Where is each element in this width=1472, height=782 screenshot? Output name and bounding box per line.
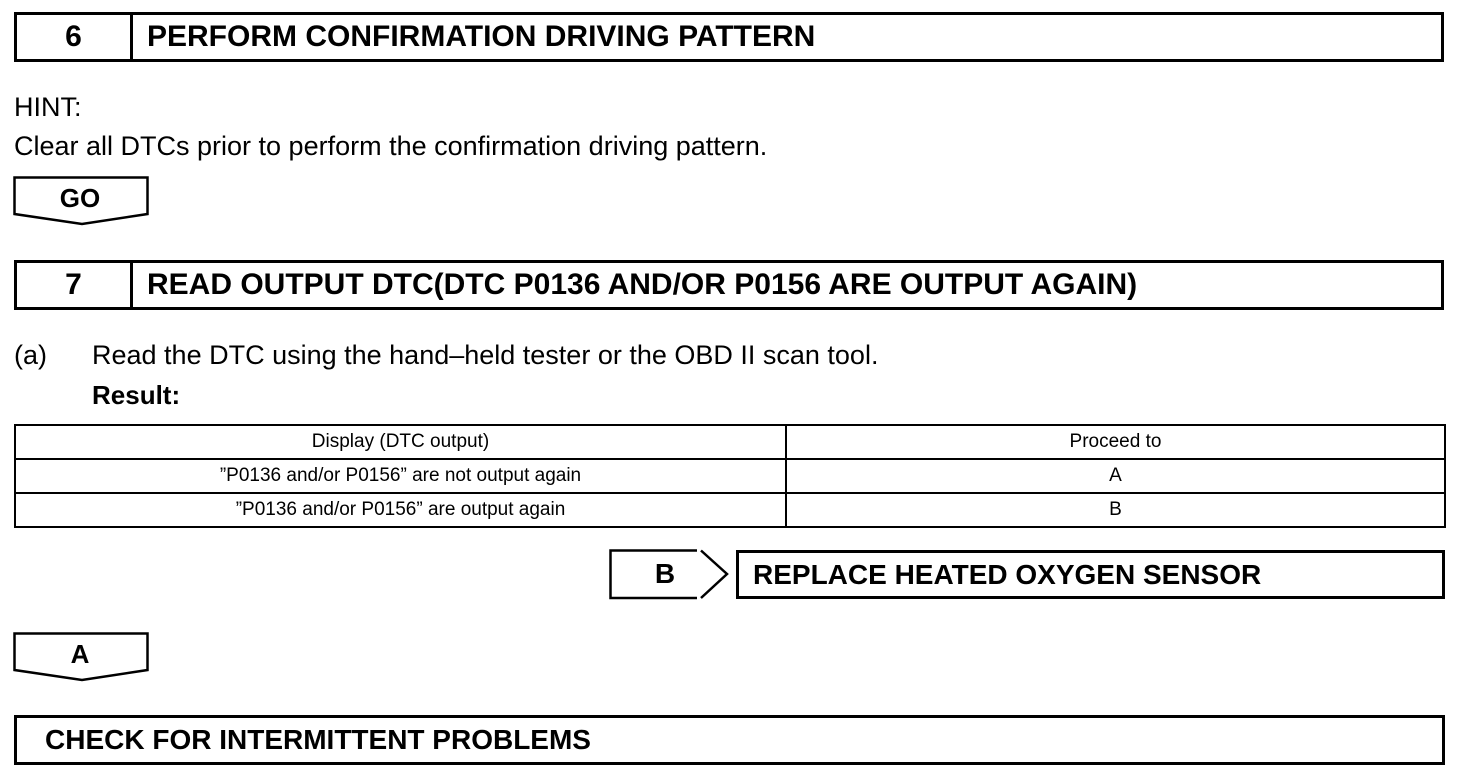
table-cell: A <box>786 459 1445 493</box>
branch-a-action: CHECK FOR INTERMITTENT PROBLEMS <box>14 715 1445 765</box>
step-number: 6 <box>17 15 133 59</box>
result-label: Result: <box>92 380 181 410</box>
table-cell: ”P0136 and/or P0156” are output again <box>15 493 786 527</box>
table-cell: B <box>786 493 1445 527</box>
go-arrow-tab <box>13 176 151 230</box>
hint-text: Clear all DTCs prior to perform the confirmation driving pattern. <box>14 131 768 161</box>
instruction-marker: (a) <box>14 340 47 370</box>
step-title: READ OUTPUT DTC(DTC P0136 AND/OR P0156 ARE OUTPUT AGAIN) <box>147 268 1138 301</box>
step-title: PERFORM CONFIRMATION DRIVING PATTERN <box>147 20 816 53</box>
column-header: Proceed to <box>786 425 1445 459</box>
go-label: GO <box>59 182 101 213</box>
hint-label: HINT: <box>14 92 82 122</box>
branch-b-action: REPLACE HEATED OXYGEN SENSOR <box>736 550 1445 599</box>
table-row <box>15 459 1445 493</box>
branch-a-label: A <box>70 638 90 669</box>
step-7-header <box>14 260 1444 310</box>
step-number: 7 <box>17 263 133 307</box>
branch-a-tab <box>13 632 151 686</box>
step-6-header <box>14 12 1444 62</box>
table-cell: ”P0136 and/or P0156” are not output again <box>15 459 786 493</box>
branch-b-label: B <box>654 558 676 589</box>
table-row <box>15 493 1445 527</box>
column-header: Display (DTC output) <box>15 425 786 459</box>
instruction-text: Read the DTC using the hand–held tester or the OBD II scan tool. <box>92 340 879 370</box>
table-header-row <box>15 425 1445 459</box>
result-table <box>14 424 1446 528</box>
branch-b-arrow <box>609 549 734 606</box>
